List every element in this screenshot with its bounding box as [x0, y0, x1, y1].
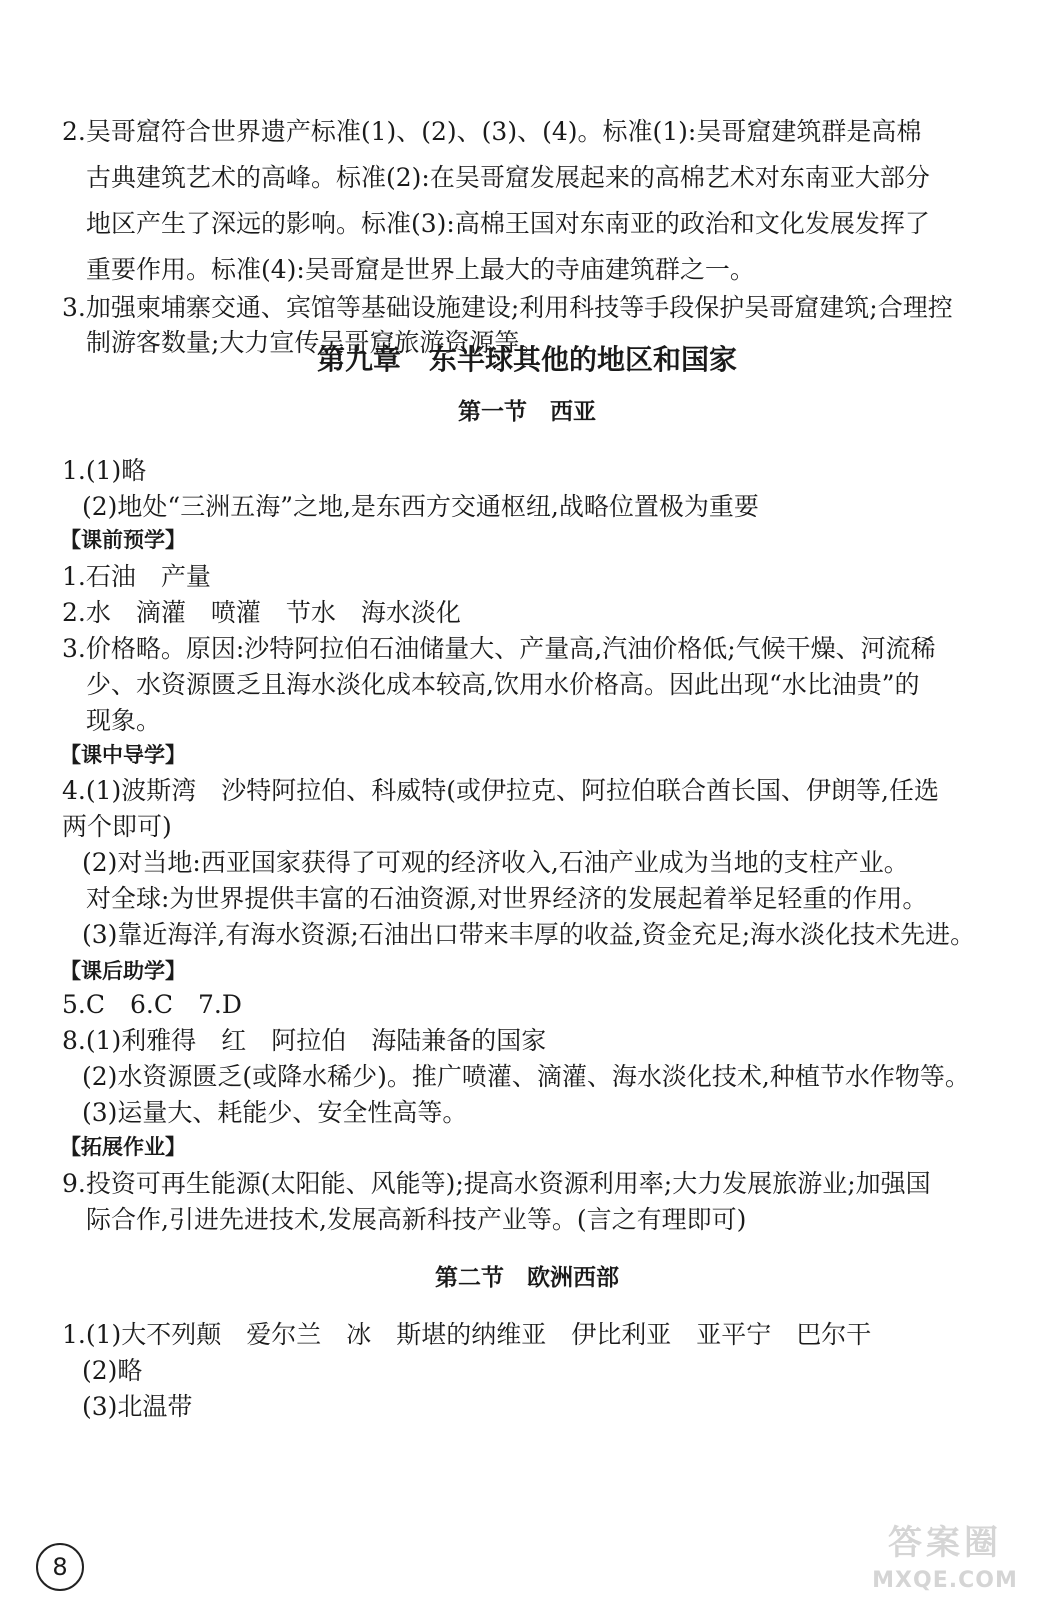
- chapter-title: 第九章 东半球其他的地区和国家: [316, 343, 737, 376]
- after-class-tag: 【课后助学】: [60, 959, 186, 983]
- pre-class-tag: 【课前预学】: [60, 528, 186, 552]
- text-line: 9.投资可再生能源(太阳能、风能等);提高水资源利用率;大力发展旅游业;加强国: [62, 1169, 931, 1198]
- extension-tag: 【拓展作业】: [60, 1135, 186, 1159]
- text-line: 重要作用。标准(4):吴哥窟是世界上最大的寺庙建筑群之一。: [86, 255, 755, 284]
- section-title: 第二节 欧洲西部: [435, 1265, 619, 1291]
- text-line: 3.加强柬埔寨交通、宾馆等基础设施建设;利用科技等手段保护吴哥窟建筑;合理控: [62, 293, 953, 322]
- page-number: 8: [36, 1543, 84, 1591]
- text-line: (2)水资源匮乏(或降水稀少)。推广喷灌、滴灌、海水淡化技术,种植节水作物等。: [82, 1062, 970, 1091]
- text-line: 2.水 滴灌 喷灌 节水 海水淡化: [62, 598, 461, 627]
- text-line: 少、水资源匮乏且海水淡化成本较高,饮用水价格高。因此出现“水比油贵”的: [86, 670, 920, 699]
- in-class-tag: 【课中导学】: [60, 743, 186, 767]
- text-line: (3)靠近海洋,有海水资源;石油出口带来丰厚的收益,资金充足;海水淡化技术先进。: [82, 920, 976, 949]
- text-line: 2.吴哥窟符合世界遗产标准(1)、(2)、(3)、(4)。标准(1):吴哥窟建筑群是高棉: [62, 117, 922, 146]
- text-line: 1.(1)大不列颠 爱尔兰 冰 斯堪的纳维亚 伊比利亚 亚平宁 巴尔干: [62, 1320, 872, 1349]
- text-line: (3)运量大、耗能少、安全性高等。: [82, 1098, 468, 1127]
- text-line: 制游客数量;大力宣传吴哥窟旅游资源等。: [86, 328, 545, 357]
- text-line: 1.石油 产量: [62, 562, 211, 591]
- watermark-title: 答案圈: [888, 1523, 1002, 1563]
- text-line: 古典建筑艺术的高峰。标准(2):在吴哥窟发展起来的高棉艺术对东南亚大部分: [86, 163, 930, 192]
- text-line: 3.价格略。原因:沙特阿拉伯石油储量大、产量高,汽油价格低;气候干燥、河流稀: [62, 634, 936, 663]
- text-line: 8.(1)利雅得 红 阿拉伯 海陆兼备的国家: [62, 1026, 547, 1055]
- text-line: (3)北温带: [82, 1392, 193, 1421]
- text-line: 4.(1)波斯湾 沙特阿拉伯、科威特(或伊拉克、阿拉伯联合酋长国、伊朗等,任选: [62, 776, 939, 805]
- text-line: 5.C 6.C 7.D: [62, 990, 242, 1019]
- text-line: (2)略: [82, 1356, 143, 1385]
- text-line: (2)对当地:西亚国家获得了可观的经济收入,石油产业成为当地的支柱产业。: [82, 848, 909, 877]
- section-title: 第一节 西亚: [458, 399, 596, 425]
- watermark-logo: [850, 1520, 1040, 1596]
- text-line: 地区产生了深远的影响。标准(3):高棉王国对东南亚的政治和文化发展发挥了: [86, 209, 930, 238]
- text-line: 1.(1)略: [62, 456, 147, 485]
- watermark-url: MXQE.COM: [872, 1568, 1018, 1593]
- text-line: 对全球:为世界提供丰富的石油资源,对世界经济的发展起着举足轻重的作用。: [86, 884, 928, 913]
- text-line: 际合作,引进先进技术,发展高新科技产业等。(言之有理即可): [86, 1205, 747, 1234]
- text-line: 两个即可): [62, 812, 172, 841]
- text-line: (2)地处“三洲五海”之地,是东西方交通枢纽,战略位置极为重要: [82, 492, 759, 521]
- text-line: 现象。: [86, 706, 162, 735]
